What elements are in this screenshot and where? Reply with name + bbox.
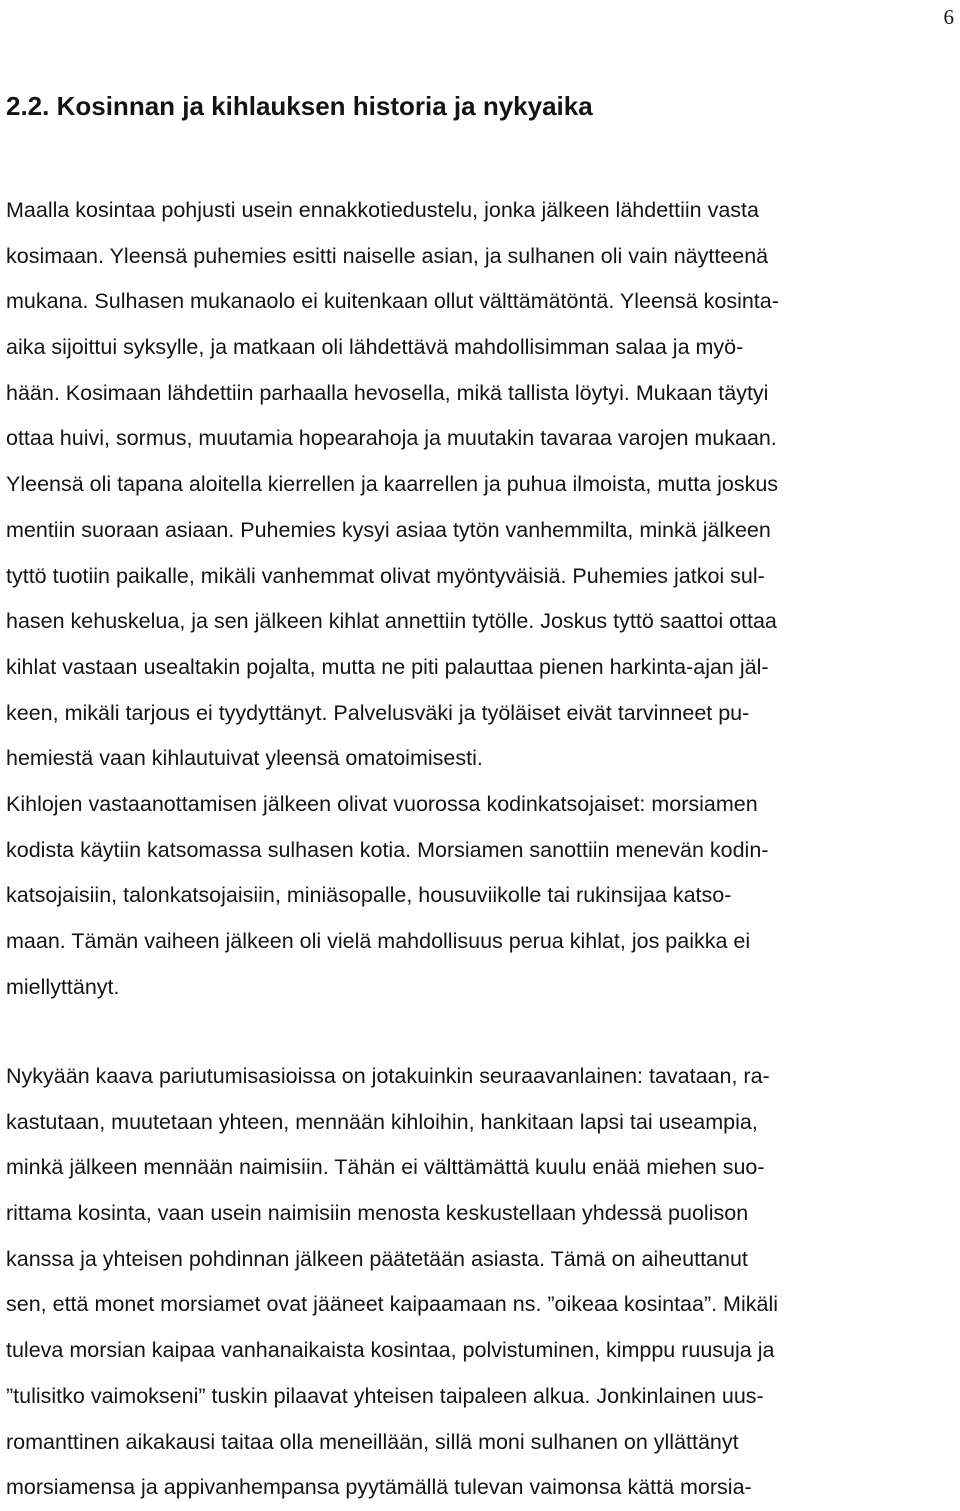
text-line: ”tulisitko vaimokseni” tuskin pilaavat yhteisen taipaleen alkua. Jonkinlainen uus-: [6, 1383, 764, 1408]
text-line: hään. Kosimaan lähdettiin parhaalla hevosella, mikä tallista löytyi. Mukaan täytyi: [6, 380, 769, 405]
text-line: miellyttänyt.: [6, 974, 120, 999]
text-line: sen, että monet morsiamet ovat jääneet kaipaamaan ns. ”oikeaa kosintaa”. Mikäli: [6, 1292, 779, 1317]
text-line: romanttinen aikakausi taitaa olla meneillään, sillä moni sulhanen on yllättänyt: [6, 1429, 739, 1454]
text-line: kosimaan. Yleensä puhemies esitti naiselle asian, ja sulhanen oli vain näytteenä: [6, 243, 769, 268]
paragraph-kosinta-present: [6, 1054, 956, 1511]
text-line: Nykyään kaava pariutumisasioissa on jotakuinkin seuraavanlainen: tavataan, ra-: [6, 1064, 770, 1088]
text-line: ottaa huivi, sormus, muutamia hopearahoja ja muutakin tavaraa varojen mukaan.: [6, 426, 777, 451]
section-heading: 2.2. Kosinnan ja kihlauksen historia ja nykyaika: [6, 91, 593, 121]
text-line: Yleensä oli tapana aloitella kierrellen ja kaarrellen ja puhua ilmoista, mutta joskus: [6, 472, 779, 497]
text-line: tuleva morsian kaipaa vanhanaikaista kosintaa, polvistuminen, kimppu ruusuja ja: [6, 1338, 775, 1363]
text-line: morsiamensa ja appivanhempansa pyytämällä tulevan vaimonsa kättä morsia-: [6, 1475, 752, 1500]
text-line: maan. Tämän vaiheen jälkeen oli vielä mahdollisuus perua kihlat, jos paikka ei: [6, 929, 751, 953]
text-line: kanssa ja yhteisen pohdinnan jälkeen päätetään asiasta. Tämä on aiheuttanut: [6, 1246, 748, 1271]
text-line: hemiestä vaan kihlautuivat yleensä omatoimisesti.: [6, 746, 483, 771]
text-line: Maalla kosintaa pohjusti usein ennakkotiedustelu, jonka jälkeen lähdettiin vasta: [6, 198, 759, 222]
text-line: keen, mikäli tarjous ei tyydyttänyt. Palvelusväki ja työläiset eivät tarvinneet pu-: [6, 700, 750, 725]
page-number: 6: [943, 5, 954, 29]
text-line: minkä jälkeen mennään naimisiin. Tähän ei välttämättä kuulu enää miehen suo-: [6, 1155, 765, 1180]
text-line: Kihlojen vastaanottamisen jälkeen olivat vuorossa kodinkatsojaiset: morsiamen: [6, 791, 758, 816]
text-line: kodista käytiin katsomassa sulhasen kotia. Morsiamen sanottiin menevän kodin-: [6, 837, 769, 862]
paragraph-kosinta-history: [6, 188, 956, 1010]
text-line: tyttö tuotiin paikalle, mikäli vanhemmat olivat myöntyväisiä. Puhemies jatkoi sul-: [6, 563, 765, 588]
text-line: aika sijoittui syksylle, ja matkaan oli lähdettävä mahdollisimman salaa ja myö-: [6, 335, 744, 360]
text-line: hasen kehuskelua, ja sen jälkeen kihlat annettiin tytölle. Joskus tyttö saattoi ottaa: [6, 609, 777, 634]
text-line: mentiin suoraan asiaan. Puhemies kysyi asiaa tytön vanhemmilta, minkä jälkeen: [6, 517, 771, 542]
text-line: katsojaisiin, talonkatsojaisiin, miniäsopalle, housuviikolle tai rukinsijaa katso-: [6, 883, 732, 908]
text-line: rittama kosinta, vaan usein naimisiin menosta keskustellaan yhdessä puolison: [6, 1201, 749, 1226]
text-line: mukana. Sulhasen mukanaolo ei kuitenkaan ollut välttämätöntä. Yleensä kosinta-: [6, 289, 779, 314]
text-line: kastutaan, muutetaan yhteen, mennään kihloihin, hankitaan lapsi tai useampia,: [6, 1109, 758, 1134]
text-line: kihlat vastaan usealtakin pojalta, mutta ne piti palauttaa pienen harkinta-ajan jäl-: [6, 654, 769, 679]
